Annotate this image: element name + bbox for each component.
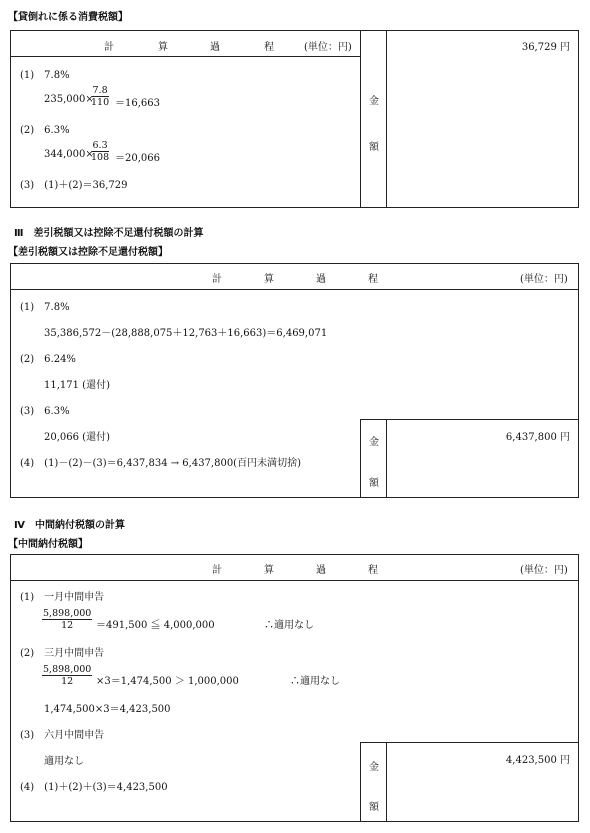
section1-header-unit: (単位：円)	[304, 42, 352, 53]
section1-row1-fraction-num: 7.8	[92, 85, 108, 96]
section2-header-san: 算	[264, 274, 274, 285]
section3-row4: (4) (1)＋(2)＋(3)＝4,423,500	[20, 782, 168, 793]
section3-row1-fraction	[42, 608, 92, 631]
section2-header-tei: 程	[368, 274, 378, 285]
section3-row1-conclusion: ∴適用なし	[264, 620, 314, 631]
section3-header-ka: 過	[316, 565, 326, 576]
section1-header-divider	[10, 56, 361, 57]
section3-row1: (1) 一月中間申告	[20, 592, 105, 603]
section1-row1-calc-a: 235,000×	[44, 94, 94, 105]
section2-row3: (3) 6.3%	[20, 406, 70, 417]
section1-header-tei: 程	[264, 42, 274, 53]
section3-amount: 4,423,500 円	[505, 755, 570, 766]
section3-row2: (2) 三月中間申告	[20, 648, 105, 659]
section3-row1-fraction-den: 12	[61, 620, 74, 631]
section1-row2-fraction-den: 108	[91, 152, 110, 163]
section2-heading: 【差引税額又は控除不足還付税額】	[8, 247, 168, 258]
section1-divider-left	[360, 30, 361, 208]
section2-gaku-label: 額	[369, 478, 379, 489]
section3-header-keisan: 計	[212, 565, 222, 576]
section2-kin-label: 金	[369, 437, 379, 448]
section2-title: Ⅲ 差引税額又は控除不足還付税額の計算	[14, 228, 204, 239]
section3-gaku-label: 額	[369, 802, 379, 813]
section1-gaku-label: 額	[369, 142, 379, 153]
section2-row4: (4) (1)－(2)－(3)＝6,437,834 → 6,437,800(百円未満切捨)	[20, 458, 301, 469]
section3-row2-total: 1,474,500×3＝4,423,500	[44, 704, 171, 715]
section1-kin-label: 金	[369, 96, 379, 107]
section1-header-keisan: 計	[104, 42, 114, 53]
section1-amount: 36,729 円	[521, 42, 570, 53]
section1-row1-fraction-den: 110	[91, 97, 110, 108]
section2-row2: (2) 6.24%	[20, 354, 76, 365]
section2-amount-box-top	[360, 419, 579, 420]
section2-header-unit: (単位：円)	[520, 274, 568, 285]
section2-header-divider	[10, 289, 579, 290]
section1-row1-fraction	[91, 85, 109, 108]
section3-row2-fraction	[42, 664, 92, 687]
section1-row2-calc-b: ＝20,066	[115, 153, 160, 164]
section2-amount: 6,437,800 円	[505, 432, 570, 443]
section3-row1-calc: ＝491,500 ≦ 4,000,000	[96, 620, 215, 631]
section3-row2-fraction-num: 5,898,000	[43, 664, 92, 675]
section1-row3: (3) (1)＋(2)＝36,729	[20, 180, 128, 191]
section2-row1-calc: 35,386,572－(28,888,075＋12,763＋16,663)＝6,469,071	[44, 328, 328, 339]
section1-row2-fraction	[91, 140, 109, 163]
section3-heading: 【中間納付税額】	[8, 539, 88, 550]
section3-header-san: 算	[264, 565, 274, 576]
section3-row3-calc: 適用なし	[44, 756, 84, 767]
section1-row2: (2) 6.3%	[20, 125, 70, 136]
section3-kin-label: 金	[369, 762, 379, 773]
section3-header-tei: 程	[368, 565, 378, 576]
section1-row2-fraction-num: 6.3	[92, 140, 108, 151]
section2-row2-calc: 11,171 (還付)	[44, 380, 110, 391]
section3-row1-fraction-num: 5,898,000	[43, 608, 92, 619]
section2-row3-calc: 20,066 (還付)	[44, 432, 110, 443]
section3-amount-box-top	[360, 742, 579, 743]
section3-header-divider	[10, 580, 579, 581]
section1-heading: 【貸倒れに係る消費税額】	[8, 12, 128, 23]
section1-header-ka: 過	[210, 42, 220, 53]
section3-row2-conclusion: ∴適用なし	[290, 676, 340, 687]
section1-header-san: 算	[158, 42, 168, 53]
section3-title: Ⅳ 中間納付税額の計算	[14, 520, 125, 531]
section3-row2-calc: ×3＝1,474,500 ＞ 1,000,000	[96, 676, 239, 687]
section3-row3: (3) 六月中間申告	[20, 730, 105, 741]
section2-row1: (1) 7.8%	[20, 302, 70, 313]
section1-row2-calc-a: 344,000×	[44, 149, 94, 160]
section1-row1: (1) 7.8%	[20, 70, 70, 81]
section1-divider-right	[386, 30, 387, 208]
section1-row1-calc-b: ＝16,663	[115, 98, 160, 109]
section2-header-ka: 過	[316, 274, 326, 285]
section3-header-unit: (単位：円)	[520, 565, 568, 576]
section3-row2-fraction-den: 12	[61, 676, 74, 687]
section2-header-keisan: 計	[212, 274, 222, 285]
